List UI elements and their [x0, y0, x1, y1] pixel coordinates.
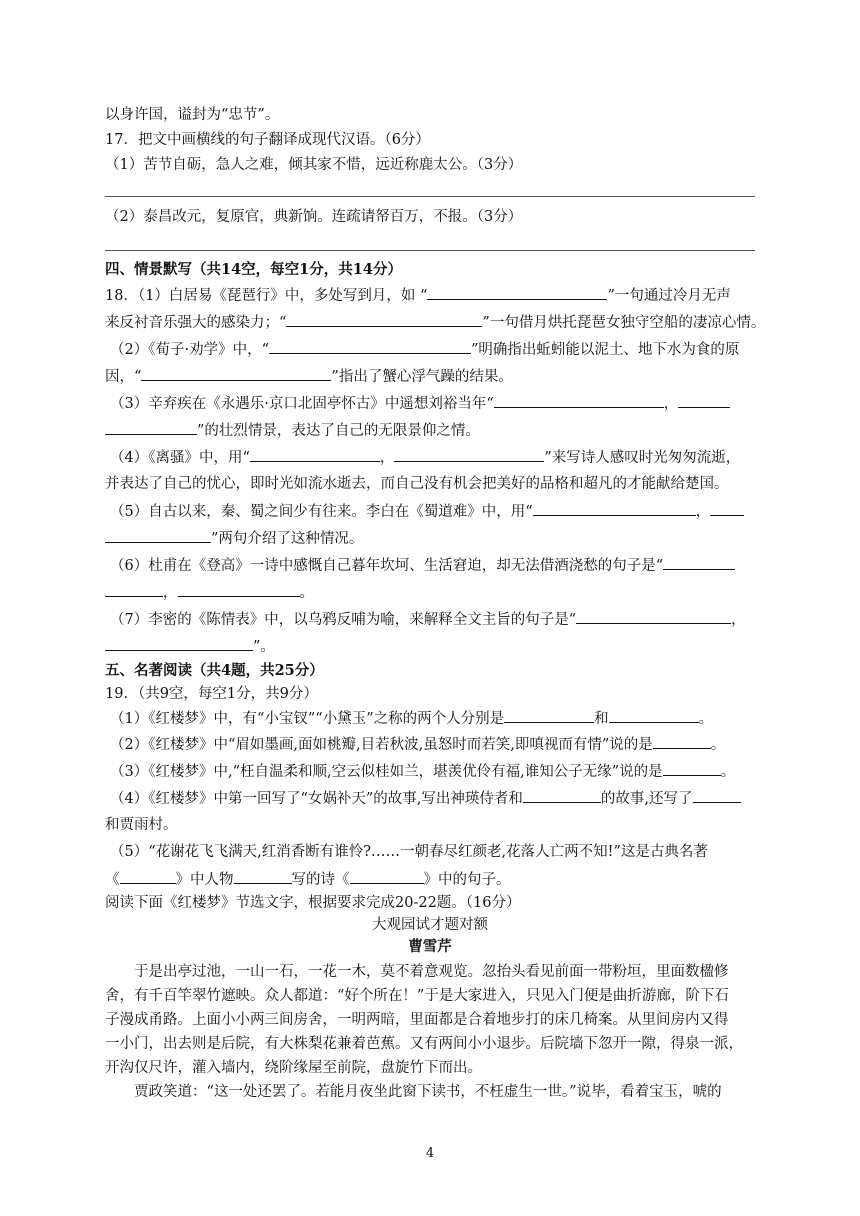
passage-line: 舍，有千百竿翠竹遮映。众人都道：“好个所在！”于是大家进入，只见入门便是曲折游廊，阶下石: [105, 988, 729, 1004]
question-18-line: [110, 339, 739, 360]
text: ，: [379, 450, 395, 466]
text: 。: [698, 711, 714, 727]
question-18-line: [110, 393, 730, 414]
blank: [653, 734, 711, 749]
text: ”来写诗人感叹时光匆匆流逝，: [544, 450, 741, 466]
blank: [533, 501, 696, 516]
passage-line: 开沟仅尺许，灌入墙内，绕阶缘屋至前院，盘旋竹下而出。: [105, 1060, 482, 1076]
text: ”两句介绍了这种情况。: [211, 531, 364, 547]
text: （1）《红楼梦》中，有“小宝钗”“小黛玉”之称的两个人分别是: [110, 711, 505, 727]
question-19-1: [110, 708, 713, 729]
text: ”一句通过冷月无声: [607, 288, 731, 304]
passage-line: 于是出亭过池，一山一石，一花一木，莫不着意观览。忽抬头看见前面一带粉垣，里面数楹修: [134, 964, 729, 980]
text: ”一句借月烘托琵琶女独守空船的凄凉心情。: [482, 315, 766, 331]
blank: [250, 447, 380, 462]
blank: [693, 788, 741, 803]
blank: [105, 528, 211, 543]
blank: [105, 636, 253, 651]
blank: [394, 447, 544, 462]
text: ，: [663, 396, 679, 412]
question-18-line: [110, 609, 746, 630]
text: 《: [105, 872, 120, 888]
question-18-line: [105, 636, 275, 657]
text: （4）《离骚》中，用“: [110, 450, 250, 466]
question-19-2: [110, 734, 725, 755]
text: ，: [163, 585, 178, 601]
blank: [427, 285, 607, 300]
text: 写的诗《: [291, 872, 350, 888]
text: （6）杜甫在《登高》一诗中感慨自己暮年坎坷、生活窘迫，却无法借酒浇愁的句子是“: [110, 558, 664, 574]
blank: [105, 582, 163, 597]
blank: [663, 555, 735, 570]
passage-author: 曹雪芹: [408, 938, 452, 955]
question-19-4-cont: 和贾雨村。: [105, 817, 178, 833]
blank: [678, 393, 730, 408]
text: ”。: [253, 639, 275, 655]
section-4-heading: 四、情景默写（共14空，每空1分，共14分）: [105, 261, 402, 278]
question-18-line: [105, 582, 314, 603]
text: 》中人物: [175, 872, 234, 888]
text: 的故事,还写了: [600, 791, 693, 807]
blank: [710, 501, 744, 516]
question-19: 19．（共9空，每空1分，共9分）: [105, 686, 318, 702]
passage-title: 大观园试才题对额: [372, 917, 488, 933]
section-5-heading: 五、名著阅读（共4题，共25分）: [105, 662, 324, 679]
passage-paragraph-2: [105, 1080, 755, 1104]
blank: [234, 869, 292, 884]
blank: [576, 609, 731, 624]
blank: [141, 366, 331, 381]
text: （3）《红楼梦》中,“枉自温柔和顺,空云似桂如兰，堪羡优伶有福,谁知公子无缘”说的是: [110, 764, 663, 780]
blank: [269, 339, 471, 354]
question-18-line: [105, 420, 480, 441]
text: （5）自古以来，秦、蜀之间少有往来。李白在《蜀道难》中，用“: [110, 504, 533, 520]
blank: [120, 869, 176, 884]
question-19-5-cont: [105, 869, 511, 890]
text: 。: [710, 737, 726, 753]
question-18-line: [110, 555, 735, 576]
text: 》中的句子。: [423, 872, 511, 888]
blank: [178, 582, 300, 597]
blank: [286, 312, 482, 327]
question-18-line: [110, 447, 740, 468]
blank: [105, 420, 197, 435]
text: ”的壮烈情景，表达了自己的无限景仰之情。: [197, 423, 480, 439]
blank: [609, 708, 699, 723]
text: （4）《红楼梦》中第一回写了“女娲补天”的故事,写出神瑛侍者和: [110, 791, 523, 807]
question-18-line: 并表达了自己的忧心，即时光如流水逝去，而自己没有机会把美好的品格和超凡的才能献给楚国。: [105, 476, 729, 492]
question-18-line: [110, 501, 744, 522]
text: （7）李密的《陈情表》中，以乌鸦反哺为喻，来解释全文主旨的句子是“: [110, 612, 577, 628]
reading-instruction: 阅读下面《红楼梦》节选文字，根据要求完成20-22题。（16分）: [105, 895, 521, 911]
text-line: 以身许国，谥封为“忠节”。: [105, 107, 280, 123]
blank: [504, 708, 594, 723]
question-17-1: （1）苦节自砺，急人之难，倾其家不惜，远近称鹿太公。（3分）: [105, 157, 523, 173]
text: 。: [720, 764, 736, 780]
passage-line: 一小门，出去则是后院，有大株梨花兼着芭蕉。又有两间小小退步。后院墙下忽开一隙，得泉一派，: [105, 1036, 743, 1052]
text: （3）辛弃疾在《永遇乐·京口北固亭怀古》中遥想刘裕当年“: [110, 396, 494, 412]
text: ”明确指出蚯蚓能以泥土、地下水为食的原: [471, 342, 740, 358]
answer-line: [105, 196, 755, 197]
question-18-line: [105, 285, 731, 306]
question-17-2: （2）泰昌改元，复原官，典新饷。连疏请帑百万，不报。（3分）: [105, 209, 523, 225]
blank: [494, 393, 664, 408]
text: 18．（1）白居易《琵琶行》中，多处写到月，如 “: [105, 288, 428, 304]
text: 因，“: [105, 369, 142, 385]
blank: [350, 869, 424, 884]
question-19-4: [110, 788, 741, 809]
blank: [663, 761, 721, 776]
text: ”指出了蟹心浮气躁的结果。: [331, 369, 513, 385]
question-17: 17．把文中画横线的句子翻译成现代汉语。（6分）: [105, 132, 430, 148]
text: 和: [594, 711, 609, 727]
text: （2）《荀子·劝学》中，“: [110, 342, 269, 358]
passage-paragraph-1: [105, 960, 755, 1080]
question-18-line: [105, 528, 363, 549]
text: ，: [731, 612, 746, 628]
page-number: 4: [425, 1146, 435, 1161]
passage-line: 子漫成甬路。上面小小两三间房舍，一明两暗，里面都是合着地步打的床几椅案。从里间房内又得: [105, 1012, 729, 1028]
question-18-line: [105, 312, 765, 333]
passage-line: 贾政笑道：“这一处还罢了。若能月夜坐此窗下读书，不枉虚生一世。”说毕，看着宝玉，唬的: [134, 1084, 722, 1100]
blank: [523, 788, 601, 803]
question-19-3: [110, 761, 735, 782]
text: ，: [695, 504, 711, 520]
answer-line: [105, 250, 755, 251]
text: 来反衬音乐强大的感染力；“: [105, 315, 287, 331]
text: 。: [299, 585, 314, 601]
question-19-5: （5）“花谢花飞飞满天,红消香断有谁怜?……一朝春尽红颜老,花落人亡两不知!”这是古典名著: [110, 844, 708, 860]
question-18-line: [105, 366, 513, 387]
text: （2）《红楼梦》中“眉如墨画,面如桃瓣,目若秋波,虽怒时而若笑,即嗔视而有情”说的是: [110, 737, 653, 753]
